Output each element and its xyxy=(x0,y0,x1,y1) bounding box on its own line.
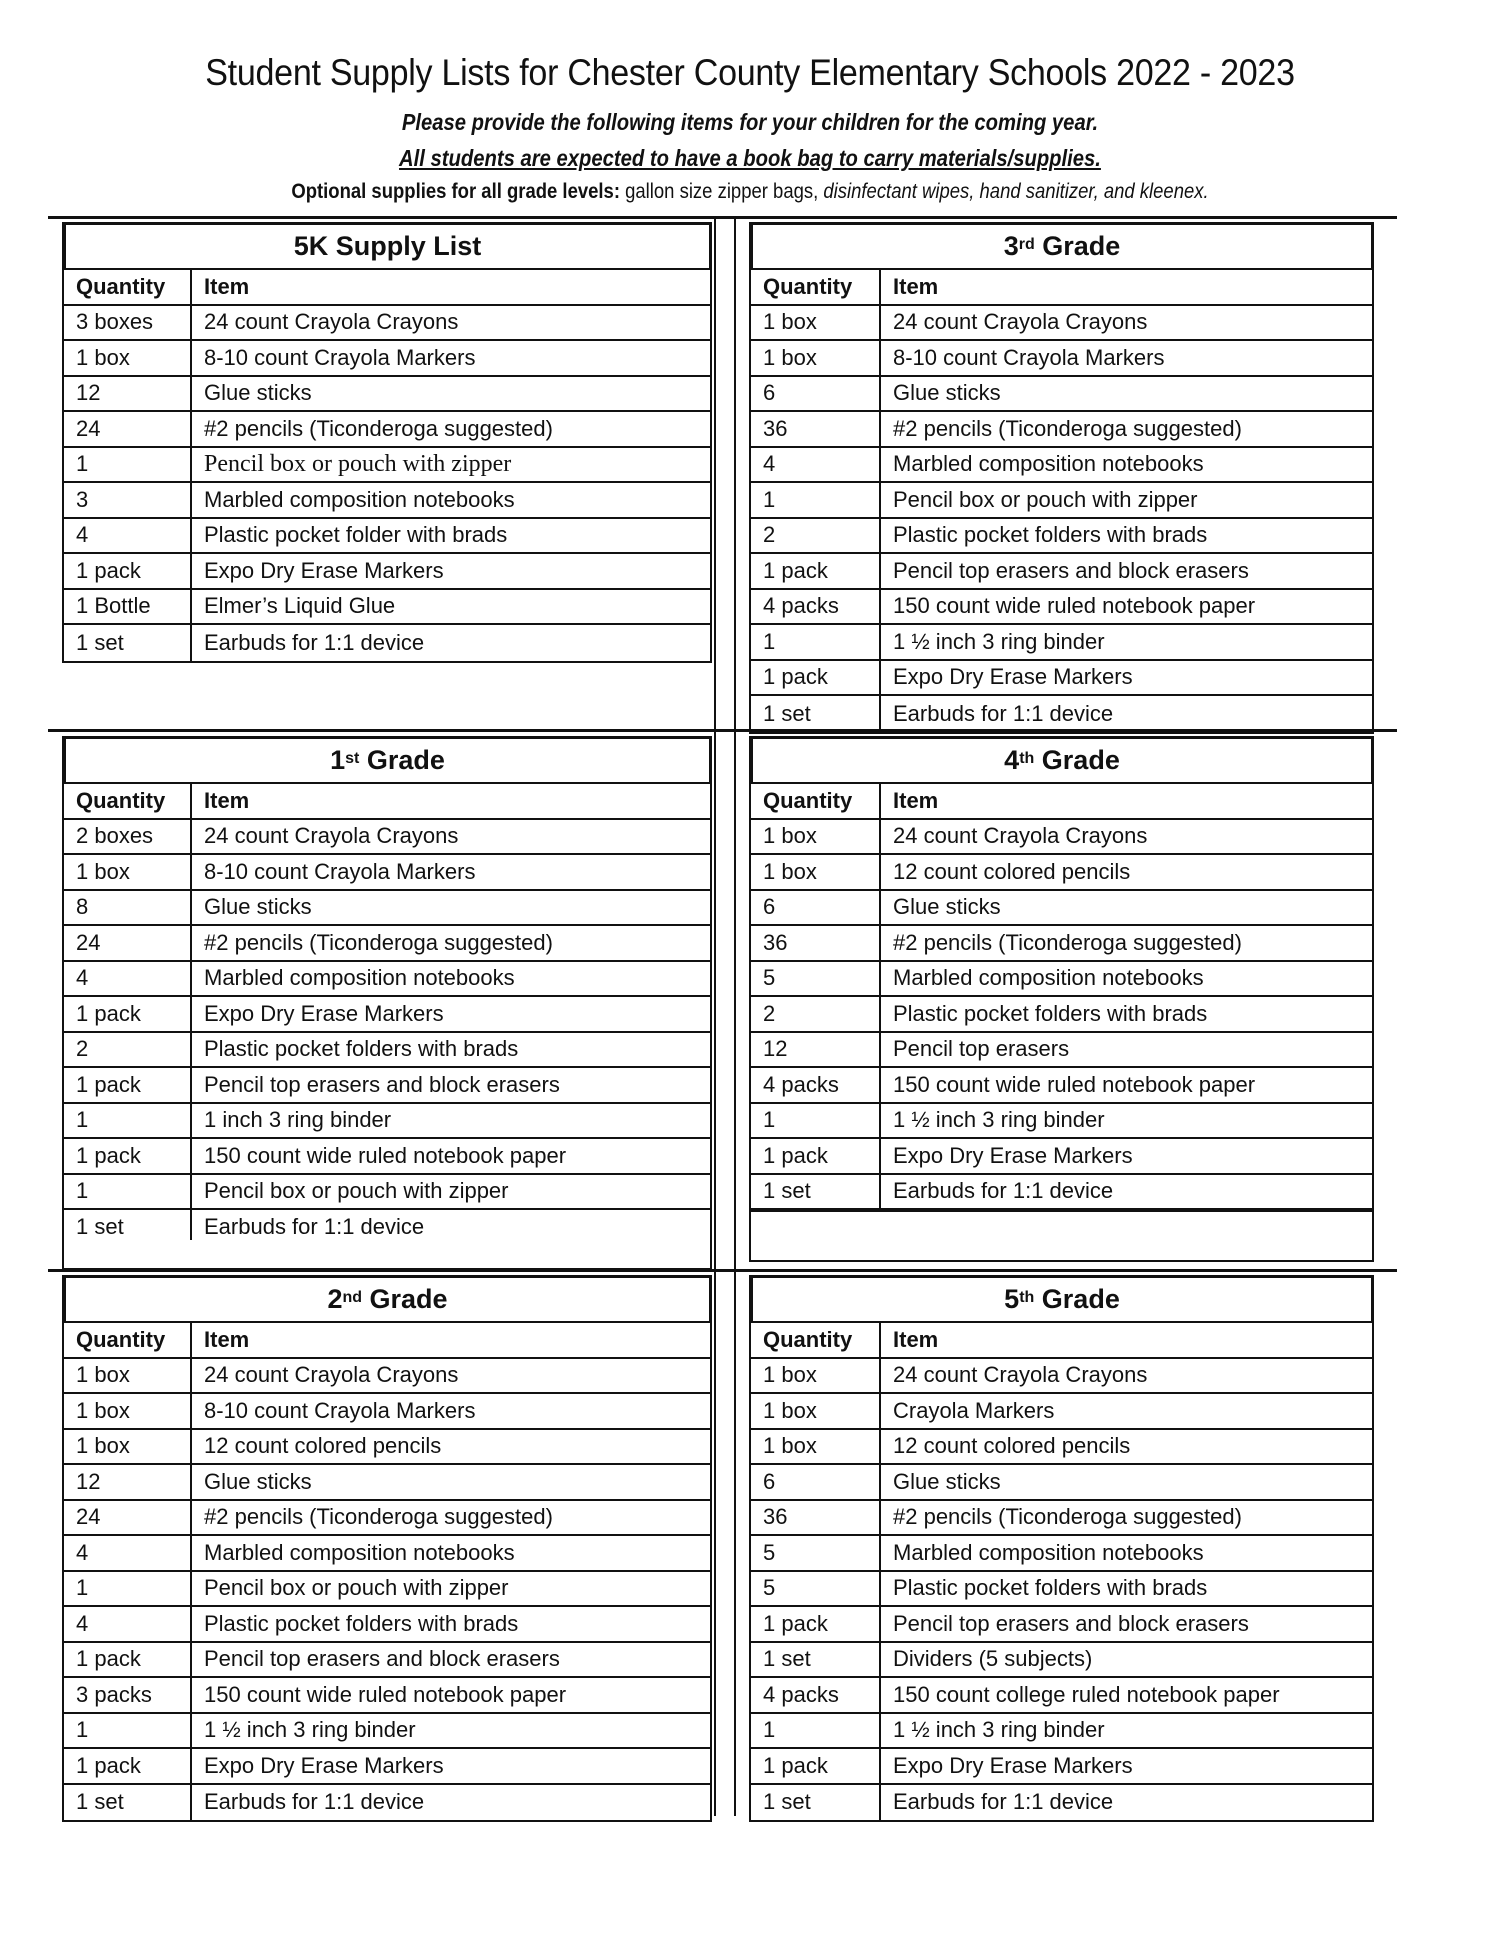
table-row xyxy=(751,1430,1372,1466)
table-title-rest: Grade xyxy=(1034,745,1120,775)
item-cell: Expo Dry Erase Markers xyxy=(204,1752,444,1778)
table-header-row xyxy=(64,1323,710,1359)
quantity-cell: 4 packs xyxy=(751,1678,881,1712)
table-row xyxy=(751,696,1372,732)
table-row xyxy=(751,1572,1372,1608)
quantity-cell: 1 pack xyxy=(64,1139,192,1173)
quantity-cell: 1 Bottle xyxy=(64,590,192,624)
quantity-cell: 1 box xyxy=(751,820,881,854)
item-cell: Earbuds for 1:1 device xyxy=(204,1214,425,1239)
quantity-cell: 6 xyxy=(751,891,881,925)
table-row xyxy=(751,590,1372,626)
item-cell: Glue sticks xyxy=(204,894,312,920)
table-row xyxy=(64,1068,710,1104)
item-cell: Earbuds for 1:1 device xyxy=(204,1789,425,1815)
quantity-cell: 1 pack xyxy=(64,1749,192,1783)
quantity-cell: 1 xyxy=(751,625,881,659)
item-cell: 150 count wide ruled notebook paper xyxy=(204,1142,567,1168)
quantity-cell: 1 xyxy=(751,1714,881,1748)
item-header: Item xyxy=(893,273,939,299)
table-row xyxy=(751,1643,1372,1679)
empty-filler-row xyxy=(751,1210,1372,1260)
quantity-cell: 1 pack xyxy=(751,554,881,588)
quantity-cell: 4 packs xyxy=(751,1068,881,1102)
item-cell: 1 ½ inch 3 ring binder xyxy=(893,1107,1105,1133)
table-row xyxy=(751,341,1372,377)
table-title xyxy=(62,736,712,784)
quantity-cell: 1 set xyxy=(751,1175,881,1209)
table-row xyxy=(64,1033,710,1069)
item-cell: 150 count wide ruled notebook paper xyxy=(204,1681,567,1707)
table-row xyxy=(751,926,1372,962)
item-cell: Glue sticks xyxy=(204,1468,312,1494)
quantity-cell: 1 set xyxy=(751,696,881,732)
table-row xyxy=(64,1607,710,1643)
item-cell: Plastic pocket folders with brads xyxy=(893,1575,1208,1601)
quantity-cell: 5 xyxy=(751,1536,881,1570)
item-cell: Marbled composition notebooks xyxy=(204,965,515,991)
table-title-rest: Grade xyxy=(1034,231,1121,261)
quantity-cell: 12 xyxy=(751,1033,881,1067)
table-row xyxy=(751,962,1372,998)
item-cell: Pencil box or pouch with zipper xyxy=(204,1178,509,1204)
quantity-cell: 1 set xyxy=(64,625,192,661)
table-title-main: 5K Supply List xyxy=(293,231,482,261)
item-header: Item xyxy=(204,1326,250,1352)
quantity-header: Quantity xyxy=(64,784,192,818)
table-row xyxy=(751,554,1372,590)
table-row xyxy=(64,1139,710,1175)
item-cell: Expo Dry Erase Markers xyxy=(893,1142,1133,1168)
quantity-cell: 4 xyxy=(64,1536,192,1570)
quantity-cell: 2 boxes xyxy=(64,820,192,854)
table-row xyxy=(64,1465,710,1501)
table-row xyxy=(751,1536,1372,1572)
item-cell: 12 count colored pencils xyxy=(204,1433,442,1459)
column-divider-a xyxy=(714,216,716,1816)
item-cell: Marbled composition notebooks xyxy=(204,1539,515,1565)
quantity-cell: 4 xyxy=(64,519,192,553)
item-cell: Glue sticks xyxy=(893,894,1001,920)
column-divider-b xyxy=(734,216,736,1816)
table-row xyxy=(751,1749,1372,1785)
quantity-cell: 1 box xyxy=(751,1430,881,1464)
supply-table-5k xyxy=(62,222,712,663)
quantity-cell: 4 xyxy=(751,448,881,482)
item-cell: 1 ½ inch 3 ring binder xyxy=(204,1717,416,1743)
quantity-cell: 1 box xyxy=(64,855,192,889)
supply-table-1st-grade xyxy=(62,736,712,1270)
table-row xyxy=(64,519,710,555)
item-cell: Pencil top erasers and block erasers xyxy=(204,1071,560,1097)
item-cell: 150 count wide ruled notebook paper xyxy=(893,1071,1256,1097)
table-row xyxy=(64,1536,710,1572)
table-title-ordinal: th xyxy=(1019,749,1035,767)
item-cell: Pencil top erasers xyxy=(893,1036,1070,1062)
item-cell: 8-10 count Crayola Markers xyxy=(893,344,1165,370)
item-cell: Earbuds for 1:1 device xyxy=(893,700,1114,726)
item-cell: 24 count Crayola Crayons xyxy=(204,309,459,335)
table-row xyxy=(751,377,1372,413)
table-row xyxy=(751,661,1372,697)
table-row xyxy=(64,1175,710,1211)
table-row xyxy=(64,1394,710,1430)
quantity-cell: 1 xyxy=(64,448,192,482)
quantity-cell: 36 xyxy=(751,1501,881,1535)
item-cell: 150 count wide ruled notebook paper xyxy=(893,593,1256,619)
item-cell: Earbuds for 1:1 device xyxy=(893,1789,1114,1815)
table-title-rest: Grade xyxy=(362,1284,448,1314)
item-cell: #2 pencils (Ticonderoga suggested) xyxy=(204,929,553,955)
table-row xyxy=(751,1394,1372,1430)
table-row xyxy=(64,306,710,342)
supply-table-3rd-grade xyxy=(749,222,1374,734)
table-title xyxy=(62,1275,712,1323)
table-row xyxy=(751,997,1372,1033)
table-row xyxy=(751,448,1372,484)
table-row xyxy=(751,1501,1372,1537)
table-row xyxy=(751,483,1372,519)
table-title xyxy=(62,222,712,270)
table-row xyxy=(64,926,710,962)
table-row xyxy=(751,1033,1372,1069)
table-row xyxy=(751,1175,1372,1211)
quantity-header: Quantity xyxy=(751,784,881,818)
quantity-cell: 1 xyxy=(751,1104,881,1138)
instructions-line: Please provide the following items for your children for the coming year. xyxy=(401,109,1099,135)
quantity-cell: 1 set xyxy=(751,1785,881,1821)
item-cell: 12 count colored pencils xyxy=(893,1433,1131,1459)
quantity-cell: 1 xyxy=(64,1175,192,1209)
quantity-cell: 6 xyxy=(751,1465,881,1499)
table-row xyxy=(64,855,710,891)
quantity-cell: 1 box xyxy=(751,855,881,889)
quantity-cell: 1 pack xyxy=(751,1139,881,1173)
quantity-cell: 3 boxes xyxy=(64,306,192,340)
table-row xyxy=(64,412,710,448)
quantity-cell: 36 xyxy=(751,926,881,960)
table-title-ordinal: rd xyxy=(1018,235,1035,253)
table-row xyxy=(64,1501,710,1537)
supply-table-2nd-grade xyxy=(62,1275,712,1822)
quantity-cell: 2 xyxy=(751,997,881,1031)
table-row xyxy=(751,1678,1372,1714)
item-cell: Marbled composition notebooks xyxy=(893,1539,1204,1565)
item-cell: Pencil box or pouch with zipper xyxy=(204,1575,509,1601)
quantity-cell: 1 set xyxy=(64,1210,192,1240)
item-cell: Plastic pocket folders with brads xyxy=(893,1000,1208,1026)
item-cell: Glue sticks xyxy=(893,1468,1001,1494)
quantity-cell: 1 pack xyxy=(64,1643,192,1677)
table-row xyxy=(64,1678,710,1714)
quantity-cell: 3 xyxy=(64,483,192,517)
table-title-main: 1 xyxy=(330,745,346,775)
item-header: Item xyxy=(893,787,939,813)
quantity-cell: 1 box xyxy=(64,1430,192,1464)
table-row xyxy=(64,1104,710,1140)
item-cell: 24 count Crayola Crayons xyxy=(893,309,1148,335)
quantity-cell: 1 set xyxy=(751,1643,881,1677)
table-row xyxy=(64,1359,710,1395)
item-cell: Pencil top erasers and block erasers xyxy=(893,1610,1249,1636)
table-row xyxy=(751,412,1372,448)
optional-supplies-italic: disinfectant wipes, hand sanitizer, and kleenex. xyxy=(823,180,1209,203)
table-row xyxy=(64,1785,710,1821)
table-title xyxy=(749,736,1374,784)
item-cell: Plastic pocket folder with brads xyxy=(204,522,508,548)
quantity-cell: 1 pack xyxy=(64,554,192,588)
table-row xyxy=(64,1430,710,1466)
item-cell: 8-10 count Crayola Markers xyxy=(204,1397,476,1423)
table-row xyxy=(751,1714,1372,1750)
quantity-cell: 1 pack xyxy=(751,1749,881,1783)
quantity-cell: 1 box xyxy=(751,1359,881,1393)
item-cell: 24 count Crayola Crayons xyxy=(204,1362,459,1388)
quantity-cell: 1 box xyxy=(64,1394,192,1428)
table-title-main: 5 xyxy=(1004,1284,1020,1314)
item-cell: Crayola Markers xyxy=(893,1397,1055,1423)
page-title: Student Supply Lists for Chester County Elementary Schools 2022 - 2023 xyxy=(205,52,1295,93)
quantity-cell: 1 set xyxy=(64,1785,192,1821)
item-cell: Earbuds for 1:1 device xyxy=(204,629,425,655)
item-cell: Marbled composition notebooks xyxy=(893,965,1204,991)
quantity-cell: 1 pack xyxy=(64,1068,192,1102)
item-cell: 1 inch 3 ring binder xyxy=(204,1107,392,1133)
optional-supplies-plain: gallon size zipper bags, xyxy=(625,180,819,203)
quantity-cell: 12 xyxy=(64,1465,192,1499)
table-row xyxy=(751,1785,1372,1821)
item-header: Item xyxy=(204,787,250,813)
table-title-ordinal: nd xyxy=(342,1288,363,1306)
item-cell: #2 pencils (Ticonderoga suggested) xyxy=(204,1504,553,1530)
quantity-cell: 1 xyxy=(64,1572,192,1606)
table-row xyxy=(751,519,1372,555)
item-header: Item xyxy=(204,273,250,299)
quantity-cell: 2 xyxy=(751,519,881,553)
quantity-cell: 1 xyxy=(64,1104,192,1138)
quantity-cell: 1 box xyxy=(64,1359,192,1393)
item-cell: Pencil box or pouch with zipper xyxy=(204,450,512,477)
item-cell: Dividers (5 subjects) xyxy=(893,1646,1093,1672)
table-title-main: 4 xyxy=(1004,745,1020,775)
table-row xyxy=(751,855,1372,891)
table-header-row xyxy=(751,784,1372,820)
table-row xyxy=(751,1139,1372,1175)
quantity-header: Quantity xyxy=(64,270,192,304)
table-row xyxy=(64,820,710,856)
quantity-header: Quantity xyxy=(64,1323,192,1357)
table-row xyxy=(751,1359,1372,1395)
item-cell: Expo Dry Erase Markers xyxy=(204,557,444,583)
table-title-ordinal: st xyxy=(345,749,360,767)
item-cell: Glue sticks xyxy=(893,380,1001,406)
table-header-row xyxy=(751,1323,1372,1359)
item-cell: 8-10 count Crayola Markers xyxy=(204,858,476,884)
table-row xyxy=(751,625,1372,661)
item-cell: Marbled composition notebooks xyxy=(893,451,1204,477)
table-title xyxy=(749,1275,1374,1323)
table-title-rest: Grade xyxy=(359,745,445,775)
item-cell: Pencil box or pouch with zipper xyxy=(893,486,1198,512)
item-cell: Pencil top erasers and block erasers xyxy=(204,1646,560,1672)
table-row xyxy=(64,590,710,626)
quantity-cell: 1 box xyxy=(751,1394,881,1428)
table-row xyxy=(751,306,1372,342)
optional-supplies-line xyxy=(90,180,1410,204)
quantity-cell: 1 xyxy=(751,483,881,517)
quantity-cell: 24 xyxy=(64,926,192,960)
item-cell: Expo Dry Erase Markers xyxy=(204,1000,444,1026)
table-row xyxy=(64,891,710,927)
table-row xyxy=(751,1607,1372,1643)
table-row xyxy=(64,377,710,413)
table-row xyxy=(64,1572,710,1608)
table-row xyxy=(64,448,710,484)
table-title-main: 3 xyxy=(1003,231,1019,261)
book-bag-notice: All students are expected to have a book bag to carry materials/supplies. xyxy=(399,145,1101,171)
table-row xyxy=(64,997,710,1033)
table-row xyxy=(64,1210,710,1268)
item-cell: Earbuds for 1:1 device xyxy=(893,1178,1114,1204)
quantity-cell: 1 pack xyxy=(751,1607,881,1641)
quantity-cell: 5 xyxy=(751,1572,881,1606)
item-cell: Elmer’s Liquid Glue xyxy=(204,593,396,619)
table-row xyxy=(751,820,1372,856)
table-row xyxy=(64,483,710,519)
quantity-cell: 1 box xyxy=(751,306,881,340)
table-title-ordinal: th xyxy=(1019,1288,1035,1306)
table-row xyxy=(64,341,710,377)
table-row xyxy=(64,1749,710,1785)
table-header-row xyxy=(64,270,710,306)
quantity-cell: 8 xyxy=(64,891,192,925)
quantity-cell: 2 xyxy=(64,1033,192,1067)
quantity-cell: 1 xyxy=(64,1714,192,1748)
item-cell: 24 count Crayola Crayons xyxy=(893,1362,1148,1388)
item-cell: 24 count Crayola Crayons xyxy=(893,823,1148,849)
table-row xyxy=(64,1643,710,1679)
table-row xyxy=(64,962,710,998)
table-header-row xyxy=(64,784,710,820)
table-row xyxy=(751,1465,1372,1501)
item-cell: 8-10 count Crayola Markers xyxy=(204,344,476,370)
quantity-cell: 1 pack xyxy=(751,661,881,695)
quantity-cell: 1 pack xyxy=(64,997,192,1031)
table-row xyxy=(751,891,1372,927)
item-cell: Pencil top erasers and block erasers xyxy=(893,557,1249,583)
quantity-cell: 4 xyxy=(64,962,192,996)
item-cell: Marbled composition notebooks xyxy=(204,486,515,512)
item-cell: Glue sticks xyxy=(204,380,312,406)
optional-supplies-label: Optional supplies for all grade levels: xyxy=(291,180,620,203)
item-cell: #2 pencils (Ticonderoga suggested) xyxy=(893,1504,1242,1530)
quantity-cell: 1 box xyxy=(64,341,192,375)
item-cell: #2 pencils (Ticonderoga suggested) xyxy=(893,929,1242,955)
quantity-cell: 3 packs xyxy=(64,1678,192,1712)
table-row xyxy=(751,1068,1372,1104)
supply-table-4th-grade xyxy=(749,736,1374,1262)
quantity-cell: 36 xyxy=(751,412,881,446)
item-cell: Plastic pocket folders with brads xyxy=(893,522,1208,548)
item-cell: 150 count college ruled notebook paper xyxy=(893,1681,1280,1707)
item-cell: #2 pencils (Ticonderoga suggested) xyxy=(204,415,553,441)
top-divider xyxy=(48,216,1397,219)
item-cell: Plastic pocket folders with brads xyxy=(204,1036,519,1062)
item-cell: Expo Dry Erase Markers xyxy=(893,1752,1133,1778)
item-cell: Expo Dry Erase Markers xyxy=(893,664,1133,690)
item-cell: 1 ½ inch 3 ring binder xyxy=(893,628,1105,654)
item-cell: 24 count Crayola Crayons xyxy=(204,823,459,849)
quantity-header: Quantity xyxy=(751,1323,881,1357)
table-title-main: 2 xyxy=(327,1284,343,1314)
table-row xyxy=(751,1104,1372,1140)
item-cell: 12 count colored pencils xyxy=(893,858,1131,884)
quantity-cell: 12 xyxy=(64,377,192,411)
quantity-cell: 4 xyxy=(64,1607,192,1641)
quantity-cell: 24 xyxy=(64,412,192,446)
item-cell: #2 pencils (Ticonderoga suggested) xyxy=(893,415,1242,441)
table-title xyxy=(749,222,1374,270)
item-cell: Plastic pocket folders with brads xyxy=(204,1610,519,1636)
quantity-cell: 5 xyxy=(751,962,881,996)
item-header: Item xyxy=(893,1326,939,1352)
quantity-cell: 6 xyxy=(751,377,881,411)
quantity-cell: 4 packs xyxy=(751,590,881,624)
supply-table-5th-grade xyxy=(749,1275,1374,1822)
quantity-header: Quantity xyxy=(751,270,881,304)
table-title-rest: Grade xyxy=(1034,1284,1120,1314)
table-row xyxy=(64,554,710,590)
item-cell: 1 ½ inch 3 ring binder xyxy=(893,1717,1105,1743)
quantity-cell: 24 xyxy=(64,1501,192,1535)
table-header-row xyxy=(751,270,1372,306)
table-row xyxy=(64,625,710,661)
quantity-cell: 1 box xyxy=(751,341,881,375)
table-row xyxy=(64,1714,710,1750)
